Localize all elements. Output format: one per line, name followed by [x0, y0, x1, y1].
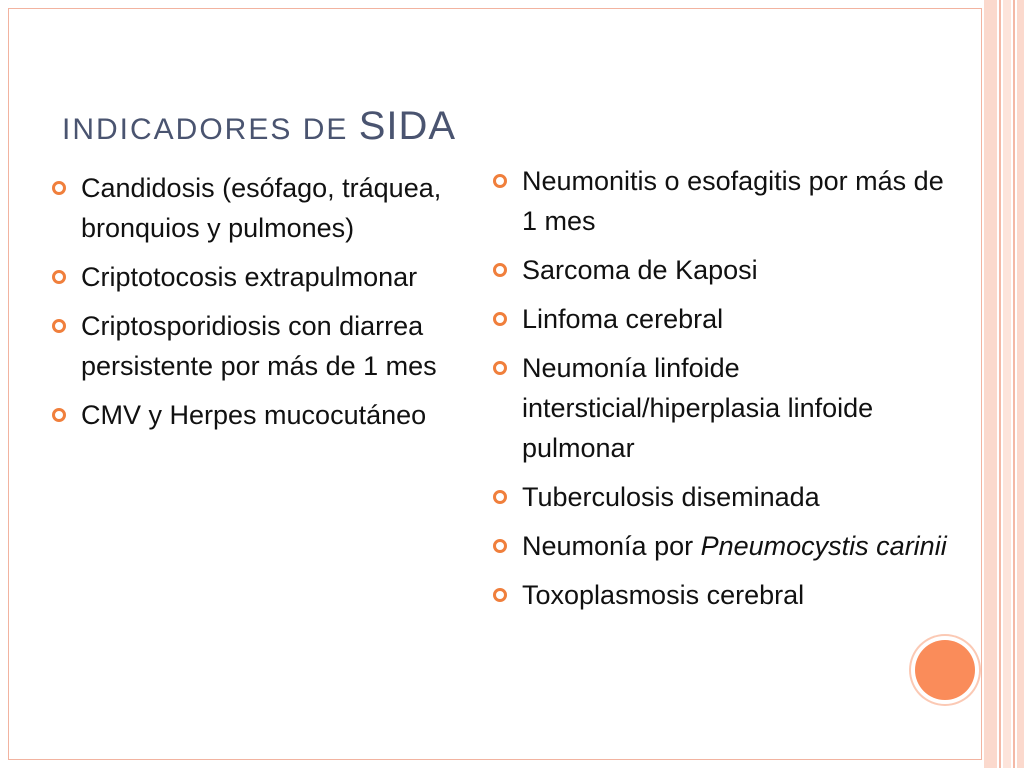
- list-item-text-italic: Pneumocystis carinii: [700, 531, 947, 561]
- list-item: [52, 257, 452, 297]
- left-bullet-list: [52, 168, 452, 444]
- list-item: [493, 250, 963, 290]
- list-item-text: Neumonía linfoide intersticial/hiperplasia linfoide pulmonar: [522, 353, 874, 463]
- decorative-stripe: [984, 0, 997, 768]
- list-item: [52, 168, 452, 248]
- list-item: [52, 395, 452, 435]
- list-item: [493, 348, 963, 468]
- list-item-text: Neumonitis o esofagitis por más de 1 mes: [522, 166, 944, 236]
- bullet-circle-icon: [493, 490, 507, 504]
- slide-title: [62, 104, 456, 149]
- decorative-stripe: [1017, 0, 1024, 768]
- list-item-text: Sarcoma de Kaposi: [522, 255, 758, 285]
- list-item-text: Candidosis (esófago, tráquea, bronquios y pulmones): [81, 173, 442, 243]
- bullet-circle-icon: [52, 408, 66, 422]
- list-item-text: Linfoma cerebral: [522, 304, 724, 334]
- right-bullet-list: [493, 161, 963, 624]
- slide-title-acronym: SIDA: [358, 104, 457, 148]
- decorative-stripe: [1003, 0, 1011, 768]
- list-item-text-prefix: Neumonía por: [522, 531, 701, 561]
- list-item-text: Criptosporidiosis con diarrea persistente por más de 1 mes: [81, 311, 437, 381]
- bullet-circle-icon: [493, 174, 507, 188]
- bullet-circle-icon: [52, 319, 66, 333]
- bullet-circle-icon: [493, 361, 507, 375]
- list-item-text: Criptotocosis extrapulmonar: [81, 262, 418, 292]
- list-item-text: Toxoplasmosis cerebral: [522, 580, 805, 610]
- list-item: [493, 299, 963, 339]
- list-item: [52, 306, 452, 386]
- list-item: [493, 477, 963, 517]
- decorative-line: [1013, 0, 1015, 768]
- bullet-circle-icon: [52, 270, 66, 284]
- list-item: [493, 161, 963, 241]
- decorative-line: [999, 0, 1001, 768]
- bullet-circle-icon: [493, 588, 507, 602]
- list-item: [493, 575, 963, 615]
- bullet-circle-icon: [493, 312, 507, 326]
- slide-title-smallcaps: INDICADORES DE: [62, 113, 359, 146]
- list-item: [493, 526, 963, 566]
- list-item-text: CMV y Herpes mucocutáneo: [81, 400, 427, 430]
- list-item-text: Tuberculosis diseminada: [522, 482, 820, 512]
- decorative-circle: [915, 640, 975, 700]
- bullet-circle-icon: [493, 539, 507, 553]
- bullet-circle-icon: [493, 263, 507, 277]
- bullet-circle-icon: [52, 181, 66, 195]
- list-item-text: [522, 526, 963, 566]
